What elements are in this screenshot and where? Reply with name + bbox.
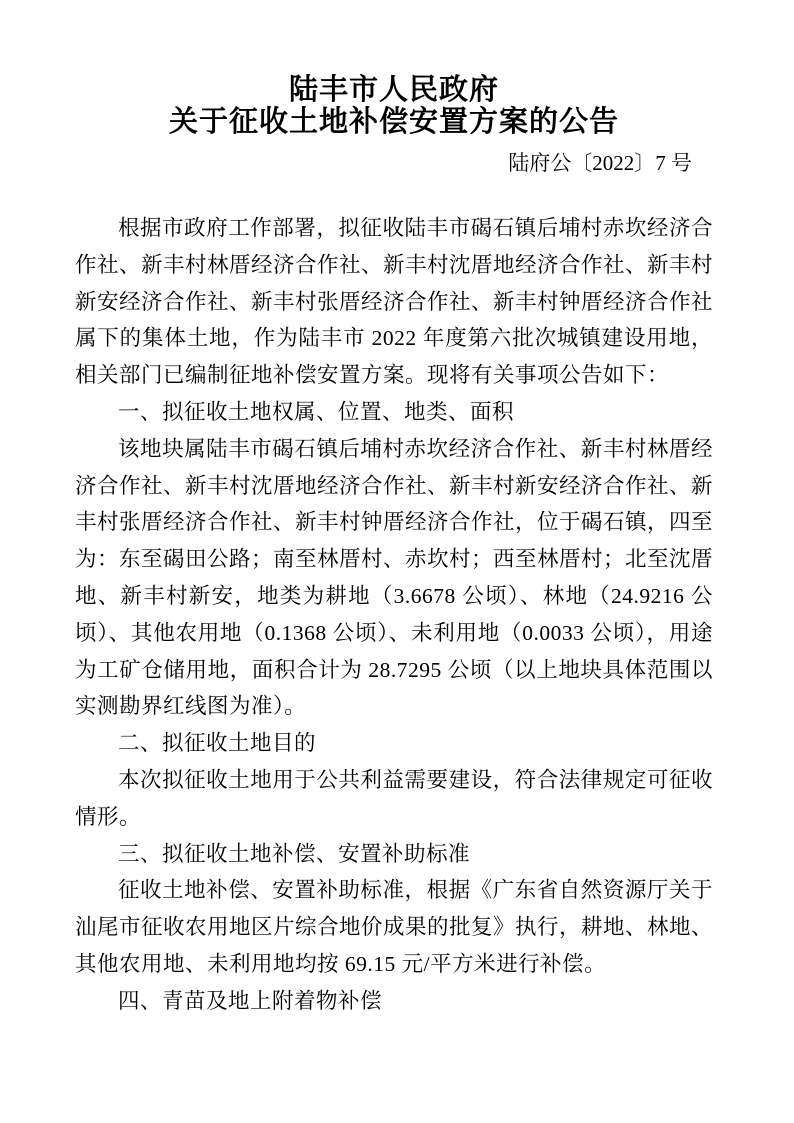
- paragraph-compensation-standard: 征收土地补偿、安置补助标准，根据《广东省自然资源厅关于汕尾市征收农用地区片综合地价成果的批复》执行，耕地、林地、其他农用地、未利用地均按 69.15 元/平方米进行补偿。: [75, 878, 714, 976]
- document-title-line1: 陆丰市人民政府: [288, 74, 499, 106]
- document-title: [75, 74, 713, 138]
- document-body: [75, 210, 713, 1020]
- section-heading-3: 三、拟征收土地补偿、安置补助标准: [118, 841, 471, 866]
- section-heading-1: 一、拟征收土地权属、位置、地类、面积: [118, 399, 515, 424]
- section-heading-4: 四、青苗及地上附着物补偿: [118, 988, 383, 1013]
- paragraph-intro: 根据市政府工作部署，拟征收陆丰市碣石镇后埔村赤坎经济合作社、新丰村林厝经济合作社、新丰村沈厝地经济合作社、新丰村新安经济合作社、新丰村张厝经济合作社、新丰村钟厝经济合作社属下的集体土地，作为陆丰市 2022 年度第六批次城镇建设用地，相关部门已编制征地补偿安置方案。现将有关事项公告如下：: [75, 216, 714, 388]
- document-title-line2: 关于征收土地补偿安置方案的公告: [168, 106, 619, 138]
- paragraph-purpose: 本次拟征收土地用于公共利益需要建设，符合法律规定可征收情形。: [75, 767, 713, 829]
- paragraph-land-description: 该地块属陆丰市碣石镇后埔村赤坎经济合作社、新丰村林厝经济合作社、新丰村沈厝地经济合作社、新丰村新安经济合作社、新丰村张厝经济合作社、新丰村钟厝经济合作社，位于碣石镇，四至为：东至碣田公路；南至林厝村、赤坎村；西至林厝村；北至沈厝地、新丰村新安，地类为耕地（3.6678 公顷）、林地（24.9216 公顷）、其他农用地（0.1368 公顷）、未利用地（0.0033 公顷），用途为工矿仓储用地，面积合计为 28.7295 公顷（以上地块具体范围以实测勘界红线图为准）。: [75, 436, 714, 719]
- section-heading-2: 二、拟征收土地目的: [118, 731, 317, 756]
- document-number: 陆府公〔2022〕7 号: [508, 151, 692, 175]
